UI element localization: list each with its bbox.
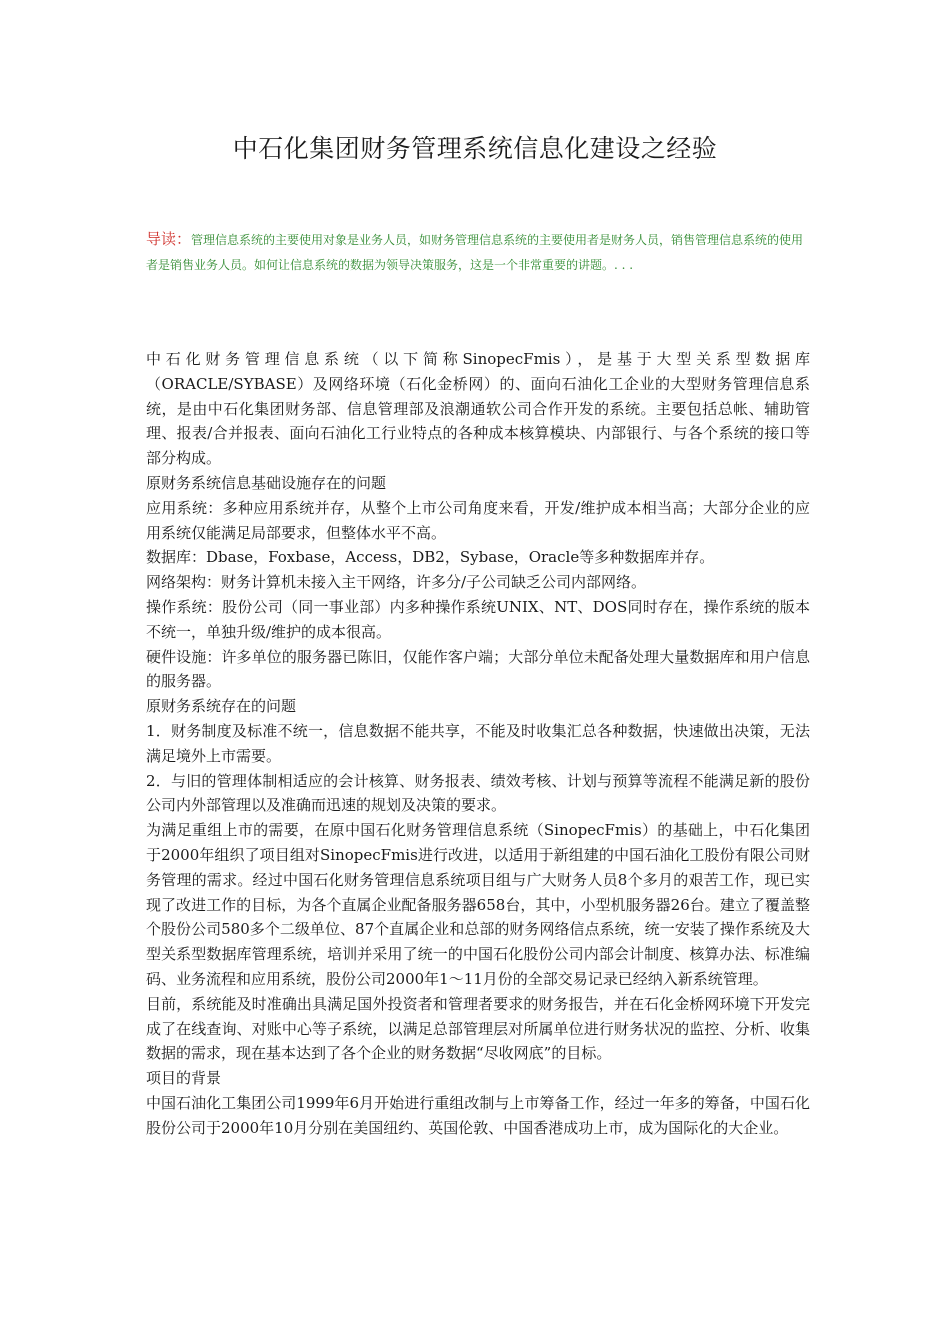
section-heading-background: 项目的背景 [146, 1069, 222, 1088]
paragraph-problem-2: 2．与旧的管理体制相适应的会计核算、财务报表、绩效考核、计划与预算等流程不能满足新的股份公司内外部管理以及准确而迅速的规划及决策的要求。 [146, 771, 810, 815]
paragraph-background: 中国石油化工集团公司1999年6月开始进行重组改制与上市筹备工作，经过一年多的筹备，中国石化股份公司于2000年10月分别在美国纽约、英国伦敦、中国香港成功上市，成为国际化的大企业。 [146, 1093, 810, 1137]
document-title: 中石化集团财务管理系统信息化建设之经验 [232, 134, 718, 163]
intro-label: 导读： [146, 230, 192, 248]
paragraph-hardware: 硬件设施：许多单位的服务器已陈旧，仅能作客户端；大部分单位未配备处理大量数据库和用户信息的服务器。 [146, 647, 810, 691]
paragraph-databases: 数据库：Dbase，Foxbase，Access，DB2，Sybase，Oracle等多种数据库并存。 [146, 548, 715, 567]
paragraph-problem-1: 1．财务制度及标准不统一，信息数据不能共享，不能及时收集汇总各种数据，快速做出决策，无法满足境外上市需要。 [146, 721, 810, 765]
section-heading-system-problems: 原财务系统存在的问题 [146, 697, 297, 716]
paragraph-overview: 中石化财务管理信息系统（以下简称SinopecFmis），是基于大型关系型数据库（ORACLE/SYBASE）及网络环境（石化金桥网）的、面向石油化工企业的大型财务管理信息系统，是由中石化集团财务部、信息管理部及浪潮通软公司合作开发的系统。主要包括总帐、辅助管理、报表/合并报表、面向石油化工行业特点的各种成本核算模块、内部银行、与各个系统的接口等部分构成。 [146, 350, 810, 468]
intro-text: 管理信息系统的主要使用对象是业务人员，如财务管理信息系统的主要使用者是财务人员，销售管理信息系统的使用者是销售业务人员。如何让信息系统的数据为领导决策服务，这是一个非常重要的讲题。. . . [146, 233, 804, 272]
body-text [146, 347, 810, 1141]
paragraph-network: 网络架构：财务计算机未接入主干网络，许多分/子公司缺乏公司内部网络。 [146, 573, 647, 592]
paragraph-operating-systems: 操作系统：股份公司（同一事业部）内多种操作系统UNIX、NT、DOS同时存在，操作系统的版本不统一，单独升级/维护的成本很高。 [146, 597, 810, 641]
paragraph-improvement: 为满足重组上市的需要，在原中国石化财务管理信息系统（SinopecFmis）的基础上，中石化集团于2000年组织了项目组对SinopecFmis进行改进，以适用于新组建的中国石油化工股份有限公司财务管理的需求。经过中国石化财务管理信息系统项目组与广大财务人员8个多月的艰苦工作，现已实现了改进工作的目标，为各个直属企业配备服务器658台，其中，小型机服务器26台。建立了覆盖整个股份公司580多个二级单位、87个直属企业和总部的财务网络信点系统，统一安装了操作系统及大型关系型数据库管理系统，培训并采用了统一的中国石化股份公司内部会计制度、核算办法、标准编码、业务流程和应用系统，股份公司2000年1～11月份的全部交易记录已经纳入新系统管理。 [146, 821, 810, 988]
intro-summary [146, 227, 810, 278]
section-heading-infrastructure-problems: 原财务系统信息基础设施存在的问题 [146, 473, 387, 492]
paragraph-current-status: 目前，系统能及时准确出具满足国外投资者和管理者要求的财务报告，并在石化金桥网环境下开发完成了在线查询、对账中心等子系统，以满足总部管理层对所属单位进行财务状况的监控、分析、收集数据的需求，现在基本达到了各个企业的财务数据“尽收网底”的目标。 [146, 994, 810, 1063]
paragraph-applications: 应用系统：多种应用系统并存，从整个上市公司角度来看，开发/维护成本相当高；大部分企业的应用系统仅能满足局部要求，但整体水平不高。 [146, 498, 810, 542]
